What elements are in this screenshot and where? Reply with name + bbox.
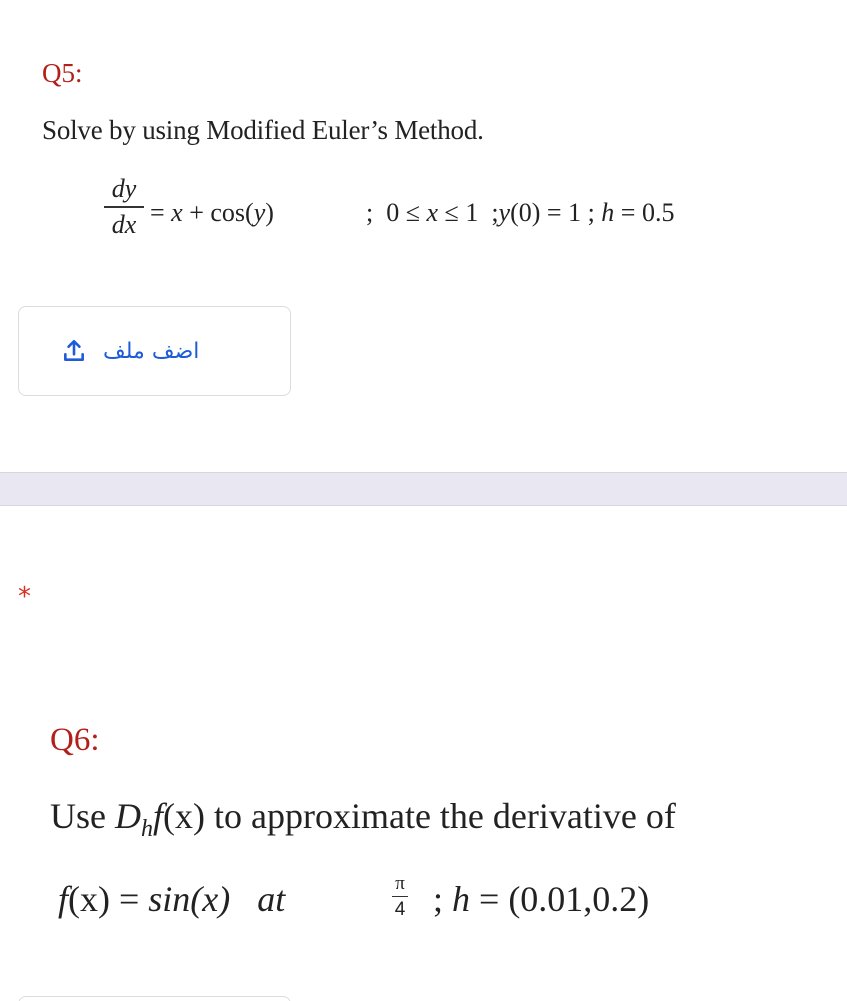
q5-fraction-dy-dx — [104, 176, 144, 238]
add-file-button[interactable] — [18, 306, 291, 396]
q5-equation-rhs — [150, 198, 274, 228]
q6-instr-D: D — [115, 796, 141, 836]
q6-instr-post: to approximate the derivative of — [205, 796, 676, 836]
required-marker: * — [18, 582, 31, 612]
q5-cond-step: = 0.5 — [614, 198, 675, 227]
q6-fraction-numerator: π — [395, 873, 405, 894]
question-5-title: Q5: — [42, 58, 83, 88]
q6-formula — [58, 878, 285, 920]
q5-cond-x: x — [426, 198, 439, 227]
q6-step-size — [424, 878, 649, 920]
q5-rhs-y: y — [253, 198, 266, 227]
section-divider — [0, 472, 847, 506]
q6-instr-h: h — [141, 816, 153, 843]
q5-cond-range-start: ; 0 ≤ — [366, 198, 427, 227]
q5-fraction-denominator: dx — [111, 209, 137, 239]
q6-formula-f: f — [58, 879, 69, 919]
add-file-button-q6[interactable] — [18, 996, 291, 1001]
q6-tail-h: h — [452, 879, 471, 919]
q5-rhs-x: x — [171, 198, 183, 227]
q5-rhs-eq: = — [150, 198, 172, 227]
upload-icon — [61, 338, 87, 364]
question-5-instruction: Solve by using Modified Euler’s Method. — [42, 115, 484, 145]
q6-instr-f: f — [153, 796, 164, 836]
q5-cond-h: h — [601, 198, 615, 227]
q6-fraction-denominator: 4 — [394, 899, 406, 921]
q6-formula-fx: (x) = — [68, 879, 149, 919]
q5-rhs-plus-cos: + cos( — [182, 198, 254, 227]
q5-rhs-close: ) — [265, 198, 274, 227]
q6-tail-sep: ; — [424, 879, 453, 919]
q5-fraction-numerator: dy — [111, 174, 137, 203]
q6-fraction-pi-over-4 — [392, 874, 408, 919]
q6-instr-arg: (x) — [163, 796, 205, 836]
q5-cond-y: y — [498, 198, 511, 227]
q6-formula-at: at — [257, 879, 286, 919]
q6-formula-sin: sin(x) — [148, 879, 231, 919]
question-6-title: Q6: — [50, 722, 100, 758]
q6-instr-pre: Use — [50, 796, 115, 836]
question-6-instruction — [50, 795, 676, 843]
q6-tail-values: = (0.01,0.2) — [470, 879, 650, 919]
q5-cond-initial: (0) = 1 ; — [510, 198, 602, 227]
q5-equation-conditions — [366, 198, 674, 228]
add-file-label: اضف ملف — [103, 338, 200, 364]
q5-cond-range-end: ≤ 1 ; — [438, 198, 499, 227]
